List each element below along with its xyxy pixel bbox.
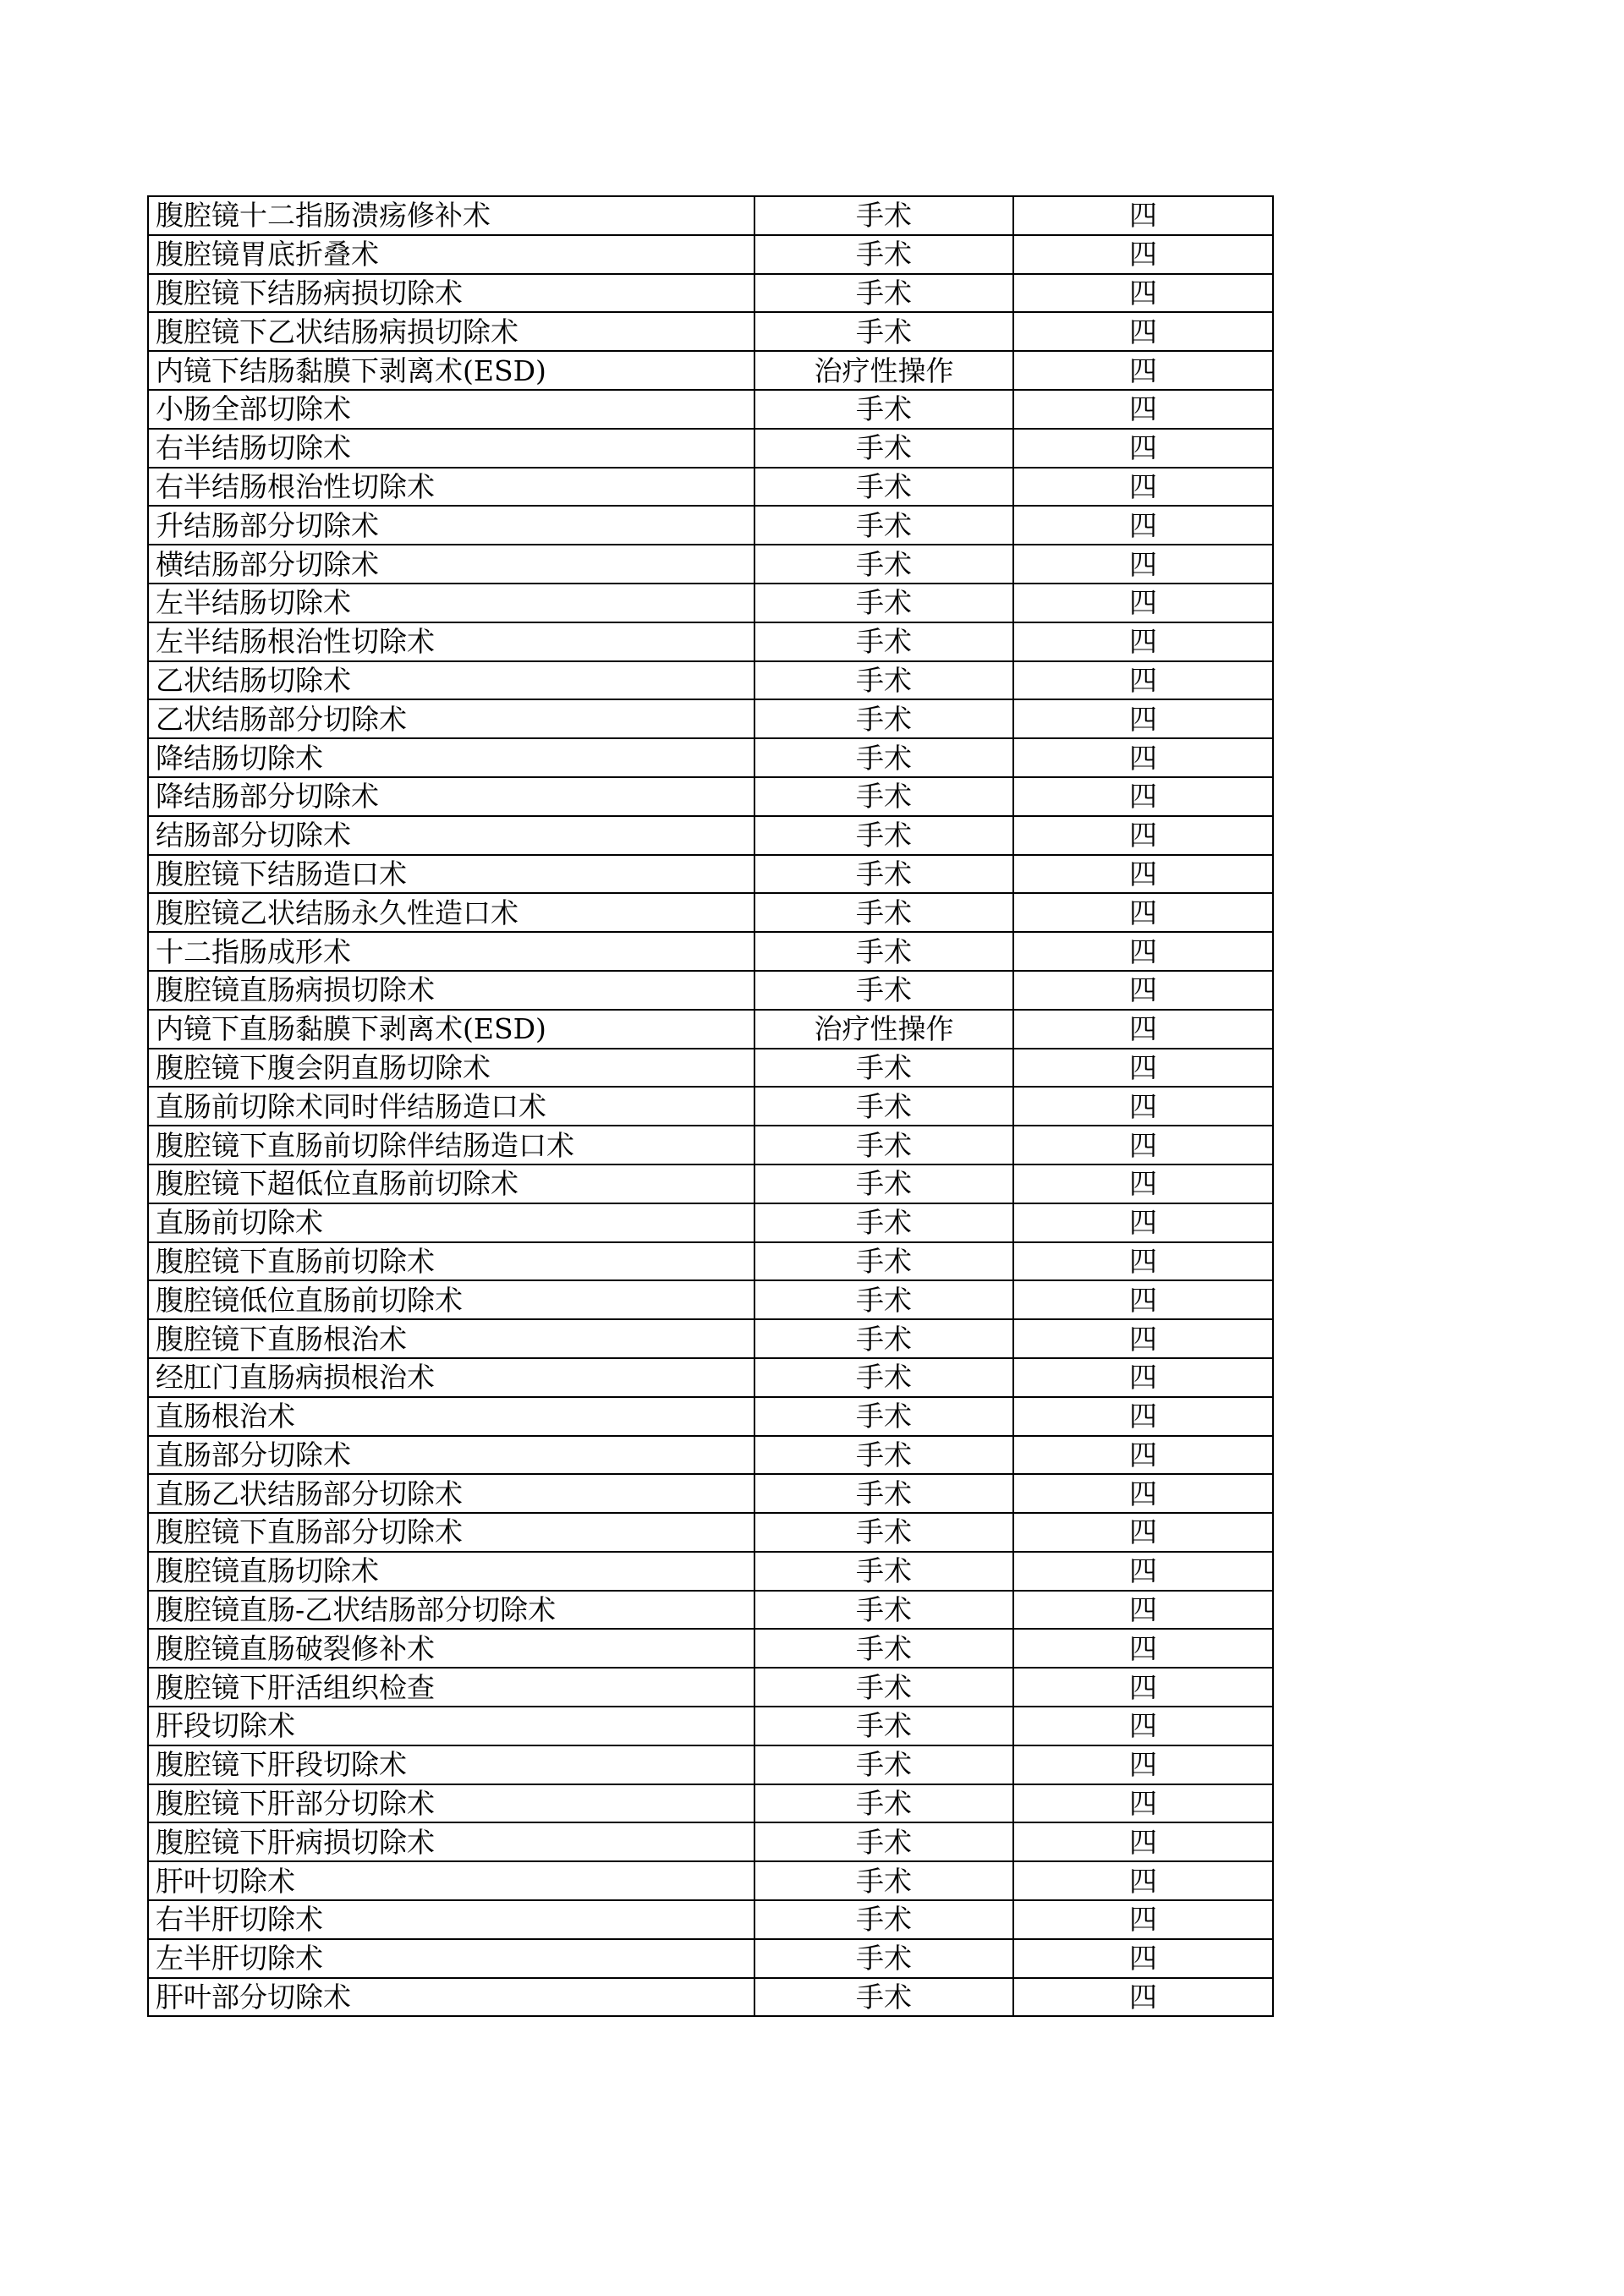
procedure-level-cell: 四 xyxy=(1013,196,1273,235)
table-row xyxy=(148,1629,1273,1668)
procedure-type-cell: 手术 xyxy=(754,545,1013,584)
procedure-name-cell: 升结肠部分切除术 xyxy=(148,506,754,545)
procedure-name-cell: 腹腔镜下肝部分切除术 xyxy=(148,1784,754,1823)
procedure-name-cell: 经肛门直肠病损根治术 xyxy=(148,1358,754,1397)
procedure-level-cell: 四 xyxy=(1013,855,1273,894)
procedure-type-cell: 手术 xyxy=(754,1242,1013,1281)
table-row xyxy=(148,1784,1273,1823)
table-row xyxy=(148,1087,1273,1126)
procedure-type-cell: 手术 xyxy=(754,468,1013,507)
procedure-type-cell: 手术 xyxy=(754,1939,1013,1978)
table-row xyxy=(148,816,1273,855)
procedure-type-cell: 手术 xyxy=(754,855,1013,894)
procedure-type-cell: 手术 xyxy=(754,932,1013,971)
procedure-name-cell: 肝叶切除术 xyxy=(148,1861,754,1900)
procedure-table-body xyxy=(148,196,1273,2016)
table-row xyxy=(148,661,1273,700)
procedure-name-cell: 右半结肠切除术 xyxy=(148,429,754,468)
table-row xyxy=(148,1474,1273,1513)
procedure-level-cell: 四 xyxy=(1013,1242,1273,1281)
table-row xyxy=(148,1745,1273,1784)
procedure-name-cell: 直肠前切除术 xyxy=(148,1203,754,1242)
procedure-type-cell: 手术 xyxy=(754,506,1013,545)
table-row xyxy=(148,1049,1273,1088)
table-row xyxy=(148,1668,1273,1707)
procedure-level-cell: 四 xyxy=(1013,971,1273,1010)
procedure-level-cell: 四 xyxy=(1013,1049,1273,1088)
table-row xyxy=(148,1319,1273,1358)
procedure-level-cell: 四 xyxy=(1013,1513,1273,1552)
procedure-name-cell: 腹腔镜十二指肠溃疡修补术 xyxy=(148,196,754,235)
procedure-name-cell: 右半肝切除术 xyxy=(148,1900,754,1939)
procedure-name-cell: 腹腔镜下结肠病损切除术 xyxy=(148,274,754,313)
table-row xyxy=(148,1591,1273,1630)
table-row xyxy=(148,312,1273,351)
procedure-level-cell: 四 xyxy=(1013,1474,1273,1513)
procedure-type-cell: 手术 xyxy=(754,1397,1013,1436)
procedure-level-cell: 四 xyxy=(1013,1397,1273,1436)
table-row xyxy=(148,1900,1273,1939)
procedure-type-cell: 手术 xyxy=(754,1591,1013,1630)
table-row xyxy=(148,545,1273,584)
procedure-name-cell: 腹腔镜直肠病损切除术 xyxy=(148,971,754,1010)
table-row xyxy=(148,971,1273,1010)
table-row xyxy=(148,1010,1273,1049)
procedure-level-cell: 四 xyxy=(1013,1319,1273,1358)
procedure-name-cell: 腹腔镜下超低位直肠前切除术 xyxy=(148,1164,754,1203)
procedure-name-cell: 结肠部分切除术 xyxy=(148,816,754,855)
procedure-name-cell: 腹腔镜直肠-乙状结肠部分切除术 xyxy=(148,1591,754,1630)
procedure-name-cell: 降结肠切除术 xyxy=(148,738,754,777)
procedure-type-cell: 手术 xyxy=(754,196,1013,235)
table-row xyxy=(148,1436,1273,1475)
procedure-level-cell: 四 xyxy=(1013,622,1273,661)
procedure-type-cell: 手术 xyxy=(754,1784,1013,1823)
table-row xyxy=(148,429,1273,468)
table-row xyxy=(148,1397,1273,1436)
procedure-level-cell: 四 xyxy=(1013,1280,1273,1319)
procedure-name-cell: 小肠全部切除术 xyxy=(148,390,754,429)
procedure-name-cell: 直肠根治术 xyxy=(148,1397,754,1436)
procedure-level-cell: 四 xyxy=(1013,816,1273,855)
procedure-type-cell: 手术 xyxy=(754,699,1013,738)
procedure-level-cell: 四 xyxy=(1013,1939,1273,1978)
procedure-name-cell: 腹腔镜直肠切除术 xyxy=(148,1552,754,1591)
procedure-name-cell: 十二指肠成形术 xyxy=(148,932,754,971)
procedure-name-cell: 右半结肠根治性切除术 xyxy=(148,468,754,507)
procedure-name-cell: 腹腔镜下结肠造口术 xyxy=(148,855,754,894)
procedure-type-cell: 手术 xyxy=(754,661,1013,700)
table-row xyxy=(148,196,1273,235)
procedure-name-cell: 腹腔镜下直肠前切除术 xyxy=(148,1242,754,1281)
procedure-level-cell: 四 xyxy=(1013,1436,1273,1475)
procedure-type-cell: 手术 xyxy=(754,1358,1013,1397)
table-row xyxy=(148,1707,1273,1745)
procedure-level-cell: 四 xyxy=(1013,429,1273,468)
procedure-name-cell: 腹腔镜下直肠根治术 xyxy=(148,1319,754,1358)
procedure-level-cell: 四 xyxy=(1013,1900,1273,1939)
procedure-type-cell: 手术 xyxy=(754,893,1013,932)
procedure-level-cell: 四 xyxy=(1013,1087,1273,1126)
procedure-name-cell: 横结肠部分切除术 xyxy=(148,545,754,584)
procedure-level-cell: 四 xyxy=(1013,1126,1273,1164)
procedure-type-cell: 手术 xyxy=(754,1319,1013,1358)
procedure-type-cell: 手术 xyxy=(754,738,1013,777)
table-row xyxy=(148,1978,1273,2017)
table-row xyxy=(148,932,1273,971)
procedure-name-cell: 腹腔镜下乙状结肠病损切除术 xyxy=(148,312,754,351)
procedure-name-cell: 腹腔镜下腹会阴直肠切除术 xyxy=(148,1049,754,1088)
procedure-name-cell: 乙状结肠切除术 xyxy=(148,661,754,700)
procedure-name-cell: 腹腔镜下肝活组织检查 xyxy=(148,1668,754,1707)
table-row xyxy=(148,1939,1273,1978)
procedure-type-cell: 手术 xyxy=(754,390,1013,429)
procedure-type-cell: 手术 xyxy=(754,274,1013,313)
procedure-level-cell: 四 xyxy=(1013,893,1273,932)
table-row xyxy=(148,1358,1273,1397)
procedure-level-cell: 四 xyxy=(1013,932,1273,971)
procedure-name-cell: 腹腔镜下肝病损切除术 xyxy=(148,1822,754,1861)
procedure-name-cell: 腹腔镜低位直肠前切除术 xyxy=(148,1280,754,1319)
procedure-type-cell: 手术 xyxy=(754,1861,1013,1900)
table-row xyxy=(148,1822,1273,1861)
procedure-level-cell: 四 xyxy=(1013,468,1273,507)
procedure-table xyxy=(147,195,1274,2017)
procedure-level-cell: 四 xyxy=(1013,777,1273,816)
procedure-level-cell: 四 xyxy=(1013,661,1273,700)
procedure-type-cell: 手术 xyxy=(754,1513,1013,1552)
procedure-type-cell: 手术 xyxy=(754,1126,1013,1164)
table-row xyxy=(148,506,1273,545)
table-row xyxy=(148,351,1273,390)
procedure-type-cell: 手术 xyxy=(754,1900,1013,1939)
table-row xyxy=(148,390,1273,429)
procedure-level-cell: 四 xyxy=(1013,390,1273,429)
procedure-name-cell: 内镜下直肠黏膜下剥离术(ESD) xyxy=(148,1010,754,1049)
table-row xyxy=(148,855,1273,894)
procedure-level-cell: 四 xyxy=(1013,351,1273,390)
procedure-type-cell: 手术 xyxy=(754,1474,1013,1513)
procedure-level-cell: 四 xyxy=(1013,312,1273,351)
procedure-level-cell: 四 xyxy=(1013,1707,1273,1745)
procedure-name-cell: 腹腔镜胃底折叠术 xyxy=(148,235,754,274)
procedure-name-cell: 内镜下结肠黏膜下剥离术(ESD) xyxy=(148,351,754,390)
procedure-name-cell: 左半结肠根治性切除术 xyxy=(148,622,754,661)
procedure-type-cell: 手术 xyxy=(754,971,1013,1010)
procedure-type-cell: 手术 xyxy=(754,1745,1013,1784)
procedure-type-cell: 手术 xyxy=(754,1978,1013,2017)
procedure-level-cell: 四 xyxy=(1013,1010,1273,1049)
procedure-name-cell: 腹腔镜直肠破裂修补术 xyxy=(148,1629,754,1668)
procedure-level-cell: 四 xyxy=(1013,545,1273,584)
procedure-name-cell: 直肠乙状结肠部分切除术 xyxy=(148,1474,754,1513)
procedure-name-cell: 腹腔镜下直肠前切除伴结肠造口术 xyxy=(148,1126,754,1164)
table-row xyxy=(148,893,1273,932)
procedure-type-cell: 治疗性操作 xyxy=(754,351,1013,390)
procedure-type-cell: 手术 xyxy=(754,1552,1013,1591)
procedure-level-cell: 四 xyxy=(1013,1203,1273,1242)
procedure-level-cell: 四 xyxy=(1013,1629,1273,1668)
table-row xyxy=(148,1513,1273,1552)
procedure-level-cell: 四 xyxy=(1013,1822,1273,1861)
procedure-name-cell: 肝段切除术 xyxy=(148,1707,754,1745)
procedure-level-cell: 四 xyxy=(1013,1745,1273,1784)
table-row xyxy=(148,468,1273,507)
procedure-type-cell: 手术 xyxy=(754,429,1013,468)
procedure-type-cell: 治疗性操作 xyxy=(754,1010,1013,1049)
procedure-type-cell: 手术 xyxy=(754,312,1013,351)
procedure-type-cell: 手术 xyxy=(754,1280,1013,1319)
procedure-level-cell: 四 xyxy=(1013,1978,1273,2017)
procedure-type-cell: 手术 xyxy=(754,1436,1013,1475)
table-row xyxy=(148,235,1273,274)
procedure-level-cell: 四 xyxy=(1013,584,1273,622)
procedure-type-cell: 手术 xyxy=(754,584,1013,622)
procedure-type-cell: 手术 xyxy=(754,1668,1013,1707)
procedure-type-cell: 手术 xyxy=(754,235,1013,274)
procedure-name-cell: 腹腔镜下直肠部分切除术 xyxy=(148,1513,754,1552)
procedure-level-cell: 四 xyxy=(1013,1552,1273,1591)
procedure-level-cell: 四 xyxy=(1013,1861,1273,1900)
table-row xyxy=(148,622,1273,661)
procedure-name-cell: 腹腔镜下肝段切除术 xyxy=(148,1745,754,1784)
procedure-name-cell: 直肠前切除术同时伴结肠造口术 xyxy=(148,1087,754,1126)
table-row xyxy=(148,1242,1273,1281)
procedure-type-cell: 手术 xyxy=(754,1087,1013,1126)
table-row xyxy=(148,1280,1273,1319)
procedure-level-cell: 四 xyxy=(1013,1784,1273,1823)
table-row xyxy=(148,1861,1273,1900)
procedure-type-cell: 手术 xyxy=(754,622,1013,661)
procedure-type-cell: 手术 xyxy=(754,1049,1013,1088)
procedure-name-cell: 腹腔镜乙状结肠永久性造口术 xyxy=(148,893,754,932)
procedure-level-cell: 四 xyxy=(1013,1358,1273,1397)
procedure-level-cell: 四 xyxy=(1013,1164,1273,1203)
procedure-level-cell: 四 xyxy=(1013,738,1273,777)
table-row xyxy=(148,1126,1273,1164)
table-row xyxy=(148,738,1273,777)
procedure-type-cell: 手术 xyxy=(754,777,1013,816)
procedure-name-cell: 左半结肠切除术 xyxy=(148,584,754,622)
procedure-level-cell: 四 xyxy=(1013,1591,1273,1630)
table-row xyxy=(148,274,1273,313)
table-row xyxy=(148,1552,1273,1591)
procedure-level-cell: 四 xyxy=(1013,699,1273,738)
table-row xyxy=(148,584,1273,622)
procedure-type-cell: 手术 xyxy=(754,1707,1013,1745)
procedure-type-cell: 手术 xyxy=(754,816,1013,855)
table-row xyxy=(148,699,1273,738)
table-row xyxy=(148,777,1273,816)
procedure-level-cell: 四 xyxy=(1013,274,1273,313)
table-row xyxy=(148,1164,1273,1203)
procedure-type-cell: 手术 xyxy=(754,1822,1013,1861)
procedure-name-cell: 直肠部分切除术 xyxy=(148,1436,754,1475)
procedure-name-cell: 肝叶部分切除术 xyxy=(148,1978,754,2017)
procedure-level-cell: 四 xyxy=(1013,506,1273,545)
table-row xyxy=(148,1203,1273,1242)
procedure-name-cell: 乙状结肠部分切除术 xyxy=(148,699,754,738)
procedure-type-cell: 手术 xyxy=(754,1629,1013,1668)
procedure-name-cell: 左半肝切除术 xyxy=(148,1939,754,1978)
procedure-level-cell: 四 xyxy=(1013,235,1273,274)
procedure-level-cell: 四 xyxy=(1013,1668,1273,1707)
procedure-name-cell: 降结肠部分切除术 xyxy=(148,777,754,816)
procedure-type-cell: 手术 xyxy=(754,1164,1013,1203)
procedure-type-cell: 手术 xyxy=(754,1203,1013,1242)
